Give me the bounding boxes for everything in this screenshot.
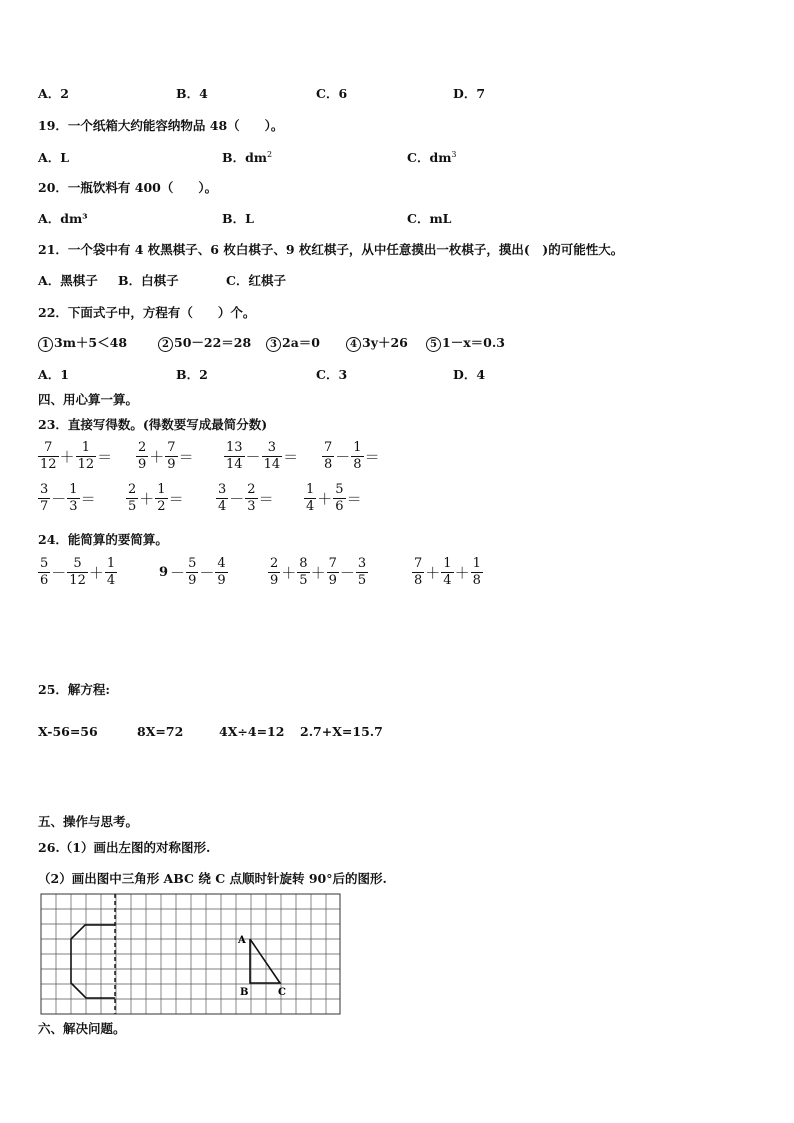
q18-option-c: C．6 — [316, 86, 348, 101]
section-4-heading: 四、用心算一算。 — [38, 392, 139, 407]
section-6-heading: 六、解决问题。 — [38, 1021, 126, 1036]
vertex-label-c: C — [278, 987, 286, 998]
q24-stem: 24．能简算的要简算。 — [38, 532, 168, 547]
q20-stem: 20．一瓶饮料有 400（ ）。 — [38, 180, 218, 195]
q23-expr-3: $\frac{13}{14}$ － $\frac{3}{14}$ ＝ — [226, 440, 299, 472]
q22-item-2: 2 50－22＝28 — [158, 333, 251, 352]
section-5-heading: 五、操作与思考。 — [38, 814, 139, 829]
q21-option-a: A．黑棋子 — [38, 273, 98, 288]
q22-item-4: 4 3y＋26 — [346, 333, 408, 352]
q25-equation-4: 2.7+X=15.7 — [300, 724, 383, 739]
q18-option-b: B．4 — [176, 86, 208, 101]
q24-expr-4: $\frac{7}{8}$ ＋ $\frac{1}{4}$ ＋ $\frac{1}{8}$ — [414, 556, 481, 588]
q23-expr-4: $\frac{7}{8}$ － $\frac{1}{8}$ ＝ — [324, 440, 380, 472]
q25-stem: 25．解方程: — [38, 682, 111, 697]
vertex-label-b: B — [240, 987, 249, 998]
vertex-label-a: A — [238, 935, 246, 946]
q25-equation-3: 4X÷4=12 — [219, 724, 285, 739]
q23-stem: 23．直接写得数。(得数要写成最简分数) — [38, 417, 268, 432]
half-figure-left — [71, 925, 115, 998]
q22-item-1: 1 3m＋5＜48 — [38, 333, 127, 352]
q25-equation-2: 8X=72 — [137, 724, 184, 739]
q25-equation-1: X-56=56 — [38, 724, 98, 739]
q18-option-d: D．7 — [453, 86, 486, 101]
q23-expr-7: $\frac{3}{4}$ － $\frac{2}{3}$ ＝ — [218, 482, 274, 514]
q23-expr-2: $\frac{2}{9}$ ＋ $\frac{7}{9}$ ＝ — [138, 440, 194, 472]
q21-option-c: C．红棋子 — [226, 273, 286, 288]
grid-lines — [41, 894, 340, 1014]
q26-part1: 26.（1）画出左图的对称图形. — [38, 840, 211, 855]
q22-item-3: 3 2a＝0 — [266, 333, 320, 352]
q20-option-a: A．dm³ — [38, 211, 88, 226]
q24-expr-3: $\frac{2}{9}$ ＋ $\frac{8}{5}$ ＋ $\frac{7}{9}$ － $\frac{3}{5}$ — [270, 556, 367, 588]
q23-expr-6: $\frac{2}{5}$ ＋ $\frac{1}{2}$ ＝ — [128, 482, 184, 514]
q20-option-b: B．L — [222, 211, 254, 226]
q21-stem: 21．一个袋中有 4 枚黑棋子、6 枚白棋子、9 枚红棋子，从中任意摸出一枚棋子，摸出( )的可能性大。 — [38, 242, 624, 257]
q23-expr-8: $\frac{1}{4}$ ＋ $\frac{5}{6}$ ＝ — [306, 482, 362, 514]
q20-option-c: C．mL — [407, 211, 452, 226]
q26-grid-figure — [40, 893, 342, 1017]
q22-option-b: B．2 — [176, 367, 208, 382]
q22-option-c: C．3 — [316, 367, 348, 382]
q24-expr-2: 9 － $\frac{5}{9}$ － $\frac{4}{9}$ — [159, 556, 226, 588]
q22-option-a: A．1 — [38, 367, 69, 382]
triangle-abc — [250, 939, 280, 983]
q19-option-c: C．$dm^3$ — [407, 149, 457, 165]
q19-option-a: A．L — [38, 150, 69, 165]
q22-option-d: D．4 — [453, 367, 486, 382]
q23-expr-1: $\frac{7}{12}$ ＋ $\frac{1}{12}$ ＝ — [40, 440, 113, 472]
q18-option-a: A．2 — [38, 86, 69, 101]
q19-option-b: B．$dm^2$ — [222, 149, 273, 165]
q23-expr-5: $\frac{3}{7}$ － $\frac{1}{3}$ ＝ — [40, 482, 96, 514]
q24-expr-1: $\frac{5}{6}$ － $\frac{5}{12}$ ＋ $\frac{1}{4}$ — [40, 556, 116, 588]
q26-part2: （2）画出图中三角形 ABC 绕 C 点顺时针旋转 90°后的图形. — [38, 871, 387, 886]
q19-stem: 19．一个纸箱大约能容纳物品 48（ ）。 — [38, 118, 284, 133]
q22-item-5: 5 1－x＝0.3 — [426, 333, 505, 352]
q22-stem: 22．下面式子中，方程有（ ）个。 — [38, 305, 256, 320]
q21-option-b: B．白棋子 — [118, 273, 179, 288]
